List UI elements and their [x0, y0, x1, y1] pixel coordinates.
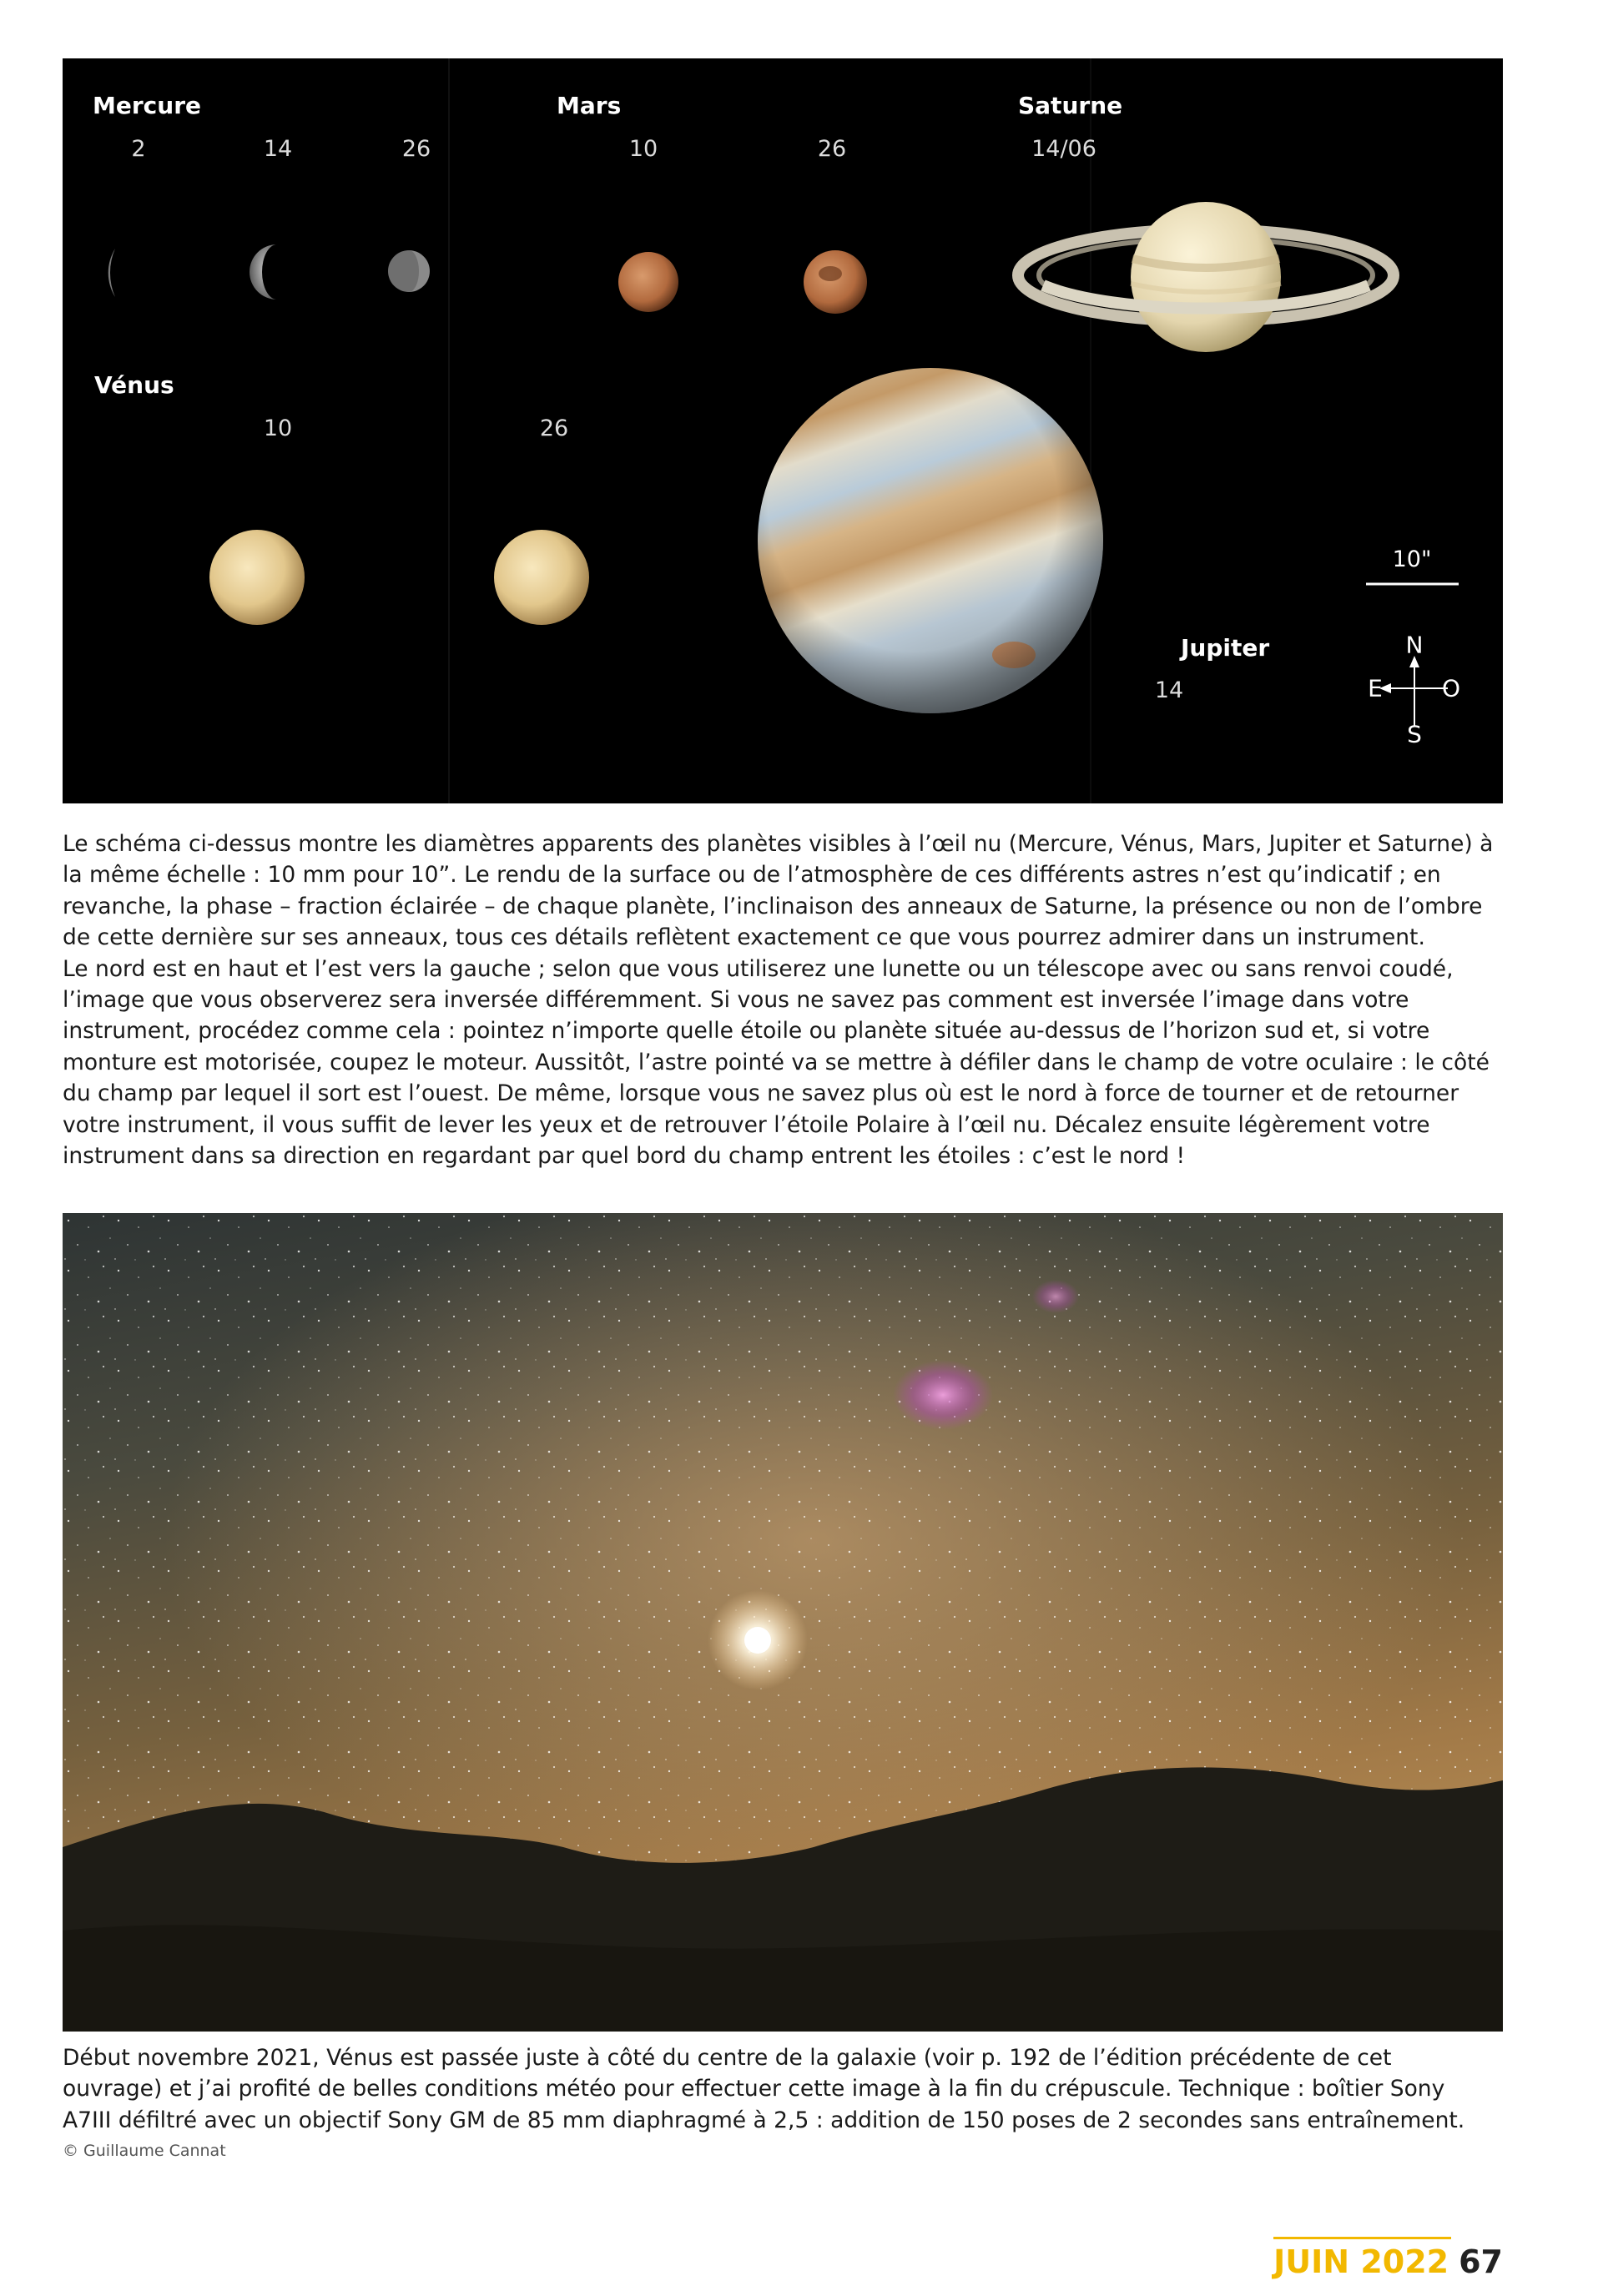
caption-paragraph: Le nord est en haut et l’est vers la gauche ; selon que vous utiliserez une lunette ou un télescope avec ou sans renvoi coudé, l’image que vous observerez sera inversée différemment. Si vous ne savez pas comment est inversée l’image dans votre instrument, procédez comme cela : pointez n’importe quelle étoile ou planète située au-dessus de l’horizon sud et, si votre monture est motorisée, coupez le moteur. Aussitôt, l’astre pointé va se mettre à défiler dans le champ de votre oculaire : le côté du champ par lequel il sort est l’ouest. De même, lorsque vous ne savez plus où est le nord à force de tourner et de retourner votre instrument, il vous suffit de lever les yeux et de retrouver l’étoile Polaire à l’œil nu. Décalez ensuite légèrement votre instrument dans sa direction en regardant par quel bord du champ entrent les étoiles : c’est le nord !	[63, 955, 1490, 1170]
caption-paragraph: Le schéma ci-dessus montre les diamètres apparents des planètes visibles à l’œil nu (Mercure, Vénus, Mars, Jupiter et Saturne) à la même échelle : 10 mm pour 10”. Le rendu de la surface ou de l’atmosphère de ces différents astres n’est qu’indicatif ; en revanche, la phase – fraction éclairée – de chaque planète, l’inclinaison des anneaux de Saturne, la présence ou non de l’ombre de cette dernière sur ses anneaux, tous ces détails reflètent exactement ce que vous pourrez admirer dans un instrument.	[63, 831, 1494, 951]
milky-way-graphics	[63, 1213, 1503, 2032]
diagram-caption	[63, 828, 1498, 1171]
saturn-date-label: 14/06	[1031, 136, 1096, 162]
page-number: 67	[1459, 2243, 1503, 2280]
mars-day-label: 26	[817, 136, 847, 162]
photo-caption: Début novembre 2021, Vénus est passée juste à côté du centre de la galaxie (voir p. 192 de l’édition précédente de cet ouvrage) et j’ai profité de belles conditions météo pour effectuer cette image à la fin du crépuscule. Technique : boîtier Sony A7III défiltré avec un objectif Sony GM de 85 mm diaphragmé à 2,5 : addition de 150 poses de 2 secondes sans entraînement.	[63, 2045, 1465, 2133]
planet-diagram	[63, 58, 1503, 803]
mars-disc-26	[804, 250, 867, 314]
venus-star	[708, 1590, 808, 1690]
issue-date: JUIN 2022	[1273, 2243, 1449, 2280]
venus-label: Vénus	[94, 371, 174, 399]
mercury-day-label: 14	[263, 136, 293, 162]
compass-west: O	[1441, 674, 1461, 702]
saturn-label: Saturne	[1018, 92, 1123, 119]
scale-label: 10"	[1392, 546, 1432, 572]
venus-day-label: 26	[539, 415, 569, 441]
compass-rose	[1379, 656, 1448, 726]
mars-day-label: 10	[628, 136, 658, 162]
venus-day-label: 10	[263, 415, 293, 441]
jupiter-label: Jupiter	[1181, 634, 1270, 662]
mars-disc-10	[618, 252, 678, 312]
venus-disc-26	[494, 530, 589, 625]
mercury-phase-2	[108, 249, 115, 297]
compass-south: S	[1407, 720, 1422, 748]
saturn-disc	[1018, 202, 1394, 352]
compass-north: N	[1405, 631, 1424, 659]
mercury-day-label: 26	[401, 136, 431, 162]
trifid-nebula	[1032, 1280, 1079, 1313]
venus-disc-10	[209, 530, 305, 625]
mars-label: Mars	[557, 92, 622, 119]
mercury-phase-26	[388, 250, 430, 292]
page-footer	[1273, 2243, 1503, 2280]
milky-way-photo	[63, 1213, 1503, 2032]
mercury-phase-14	[250, 244, 277, 300]
mercury-day-label: 2	[131, 136, 146, 162]
mercury-label: Mercure	[93, 92, 201, 119]
footer-rule	[1273, 2237, 1451, 2239]
compass-east: E	[1368, 674, 1383, 702]
lagoon-nebula	[893, 1360, 993, 1430]
jupiter-disc	[758, 368, 1103, 713]
photo-credit: © Guillaume Cannat	[63, 2142, 226, 2160]
jupiter-day-label: 14	[1154, 677, 1184, 703]
